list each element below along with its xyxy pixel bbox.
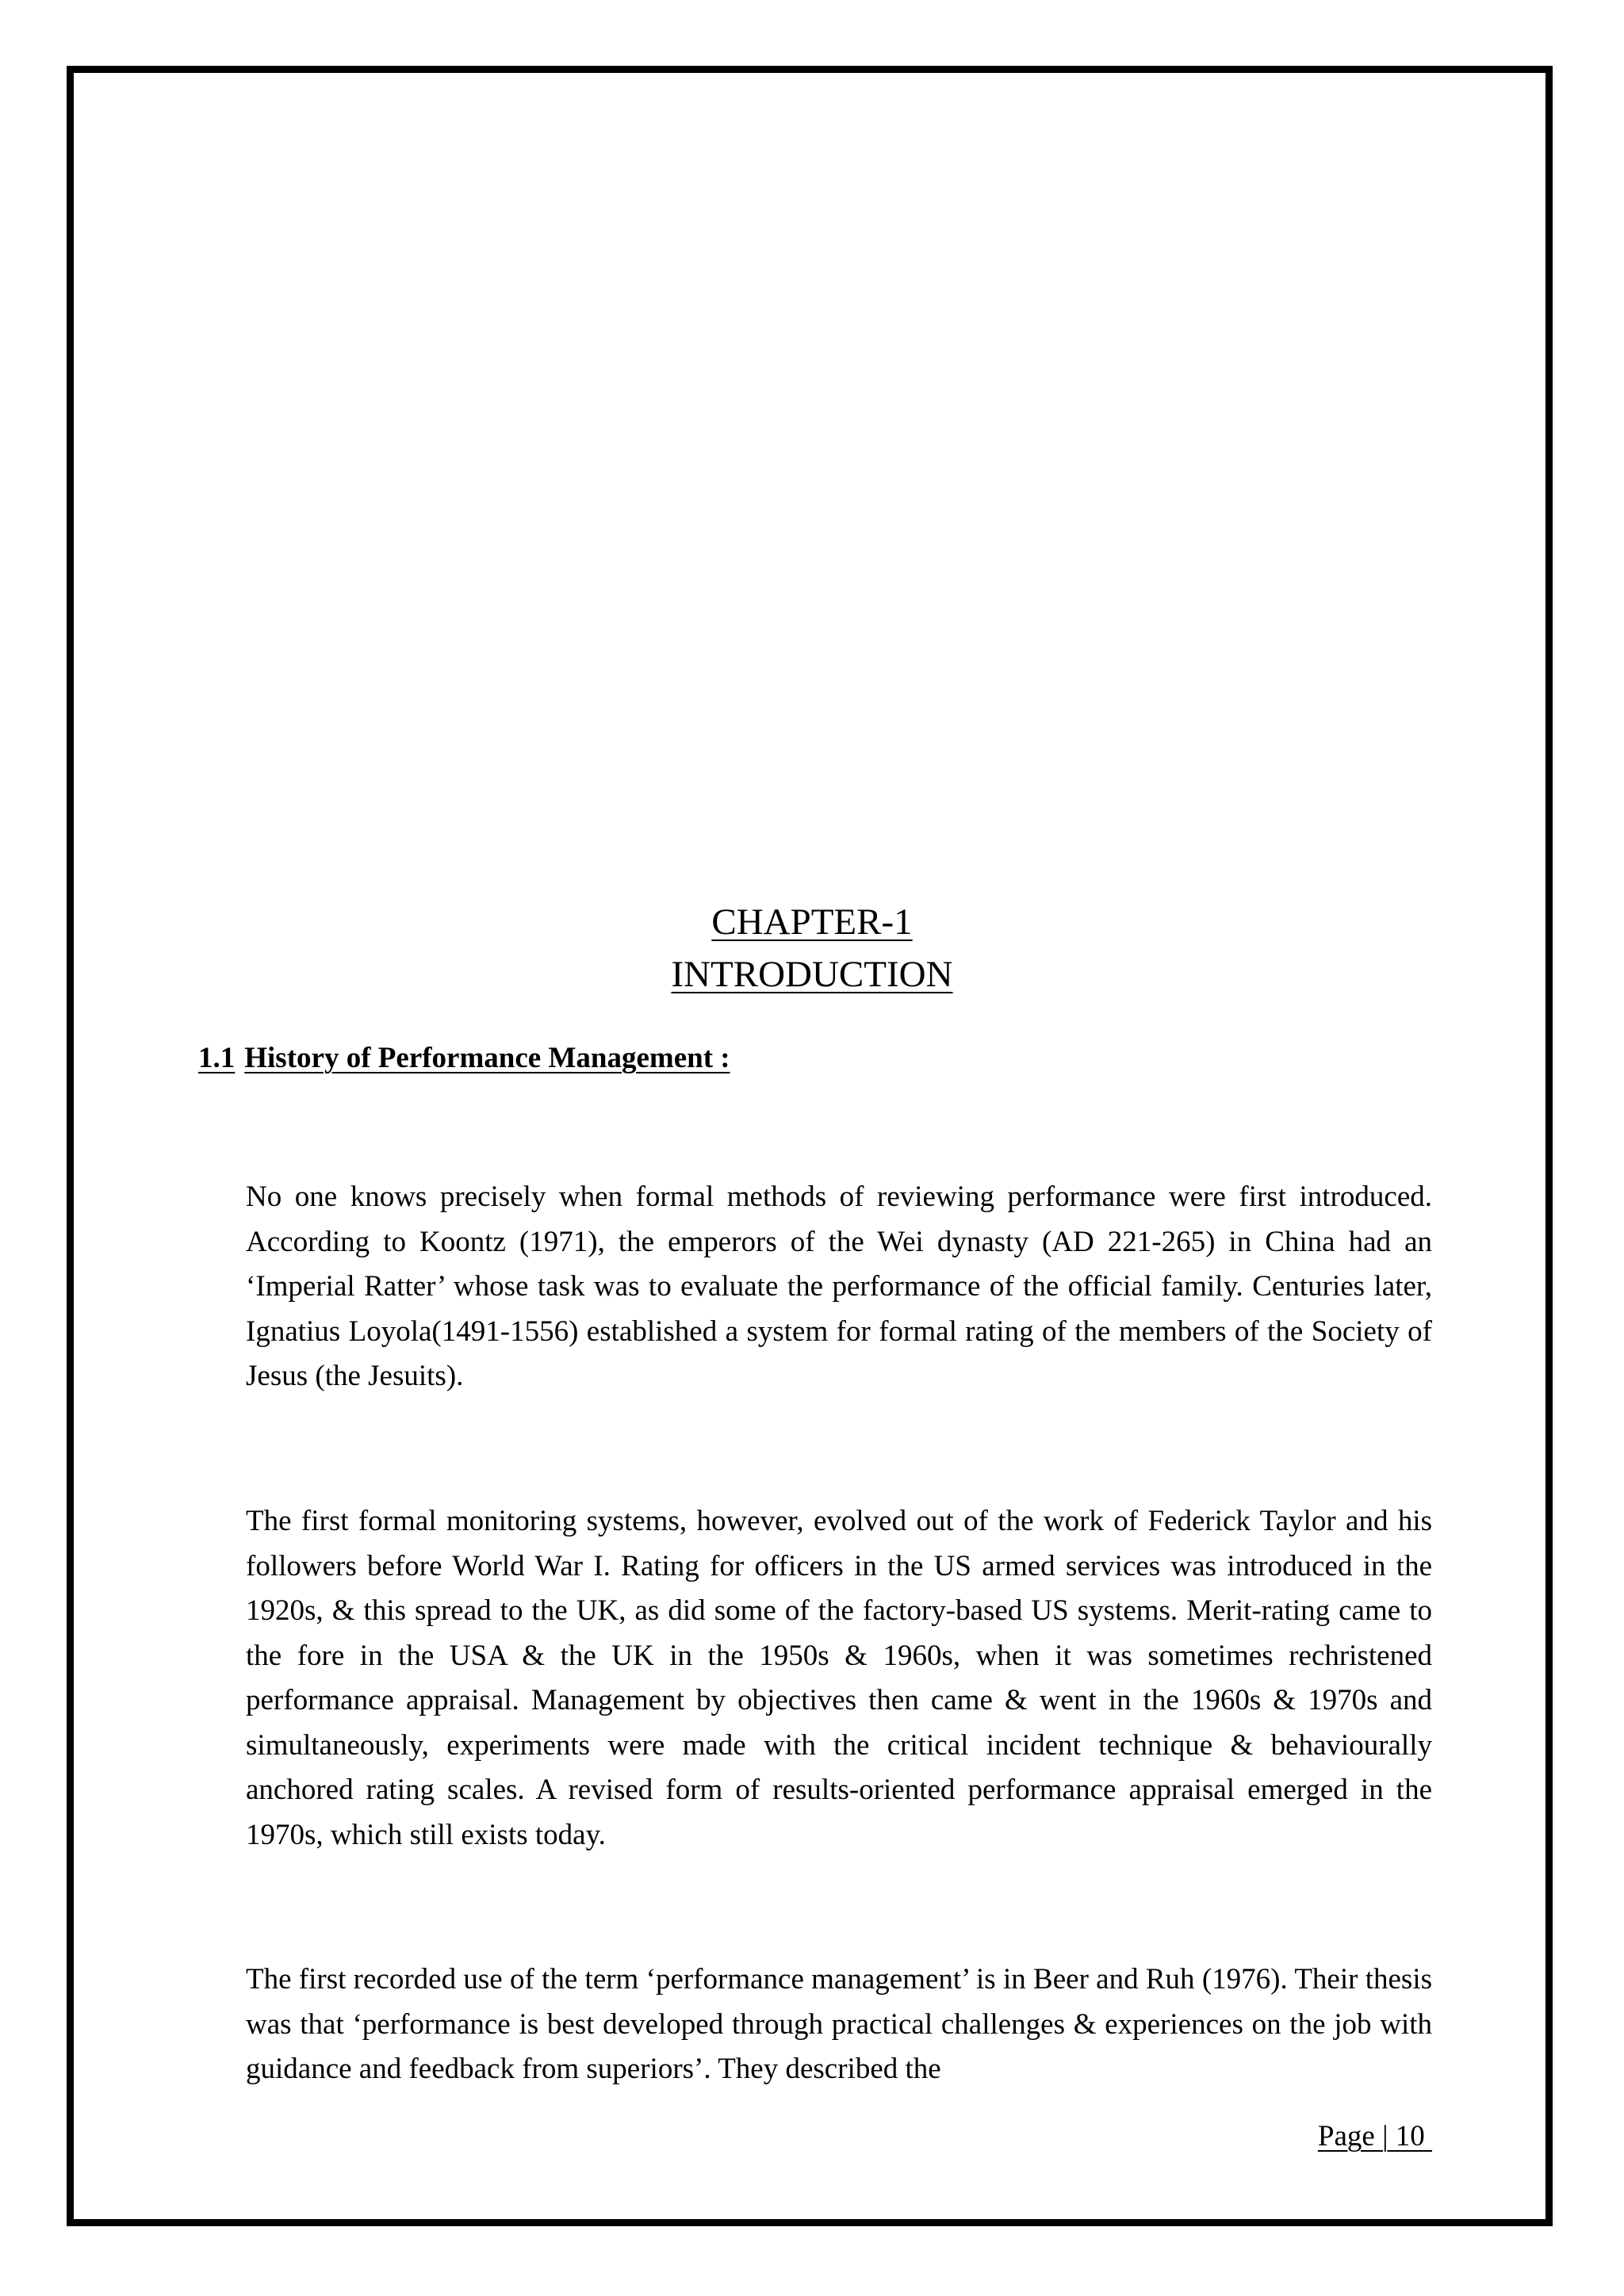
paragraph-term-first-use: The first recorded use of the term ‘performance management’ is in Beer and Ruh (1976). Their thesis was that ‘performance is best developed through practical challenges & experiences on the job with guidance and feedback from superiors’. They described the bbox=[246, 1963, 1432, 2085]
section-number: 1.1 bbox=[198, 1042, 236, 1074]
chapter-number: CHAPTER-1 bbox=[711, 901, 913, 943]
page-border bbox=[67, 66, 1553, 2226]
section-title: History of Performance Management : bbox=[244, 1042, 730, 1074]
page-number: Page | 10 bbox=[1317, 2120, 1432, 2152]
section-heading bbox=[198, 1043, 730, 1073]
paragraph-history-origins: No one knows precisely when formal methods of reviewing performance were first introduced. According to Koontz (1971), the emperors of the Wei dynasty (AD 221-265) in China had an ‘Imperial Ratter’ whose task was to evaluate the performance of the official family. Centuries later, Ignatius Loyola(1491-1556) established a system for formal rating of the members of the Society of Jesus (the Jesuits). bbox=[246, 1181, 1432, 1392]
paragraph-monitoring-systems: The first formal monitoring systems, however, evolved out of the work of Federick Taylor and his followers before World War I. Rating for officers in the US armed services was introduced in the 1920s, & this spread to the UK, as did some of the factory-based US systems. Merit-rating came to the fore in the USA & the UK in the 1950s & 1960s, when it was sometimes rechristened performance appraisal. Management by objectives then came & went in the 1960s & 1970s and simultaneously, experiments were made with the critical incident technique & behaviourally anchored rating scales. A revised form of results-oriented performance appraisal emerged in the 1970s, which still exists today. bbox=[246, 1505, 1432, 1851]
chapter-title: INTRODUCTION bbox=[671, 954, 953, 995]
